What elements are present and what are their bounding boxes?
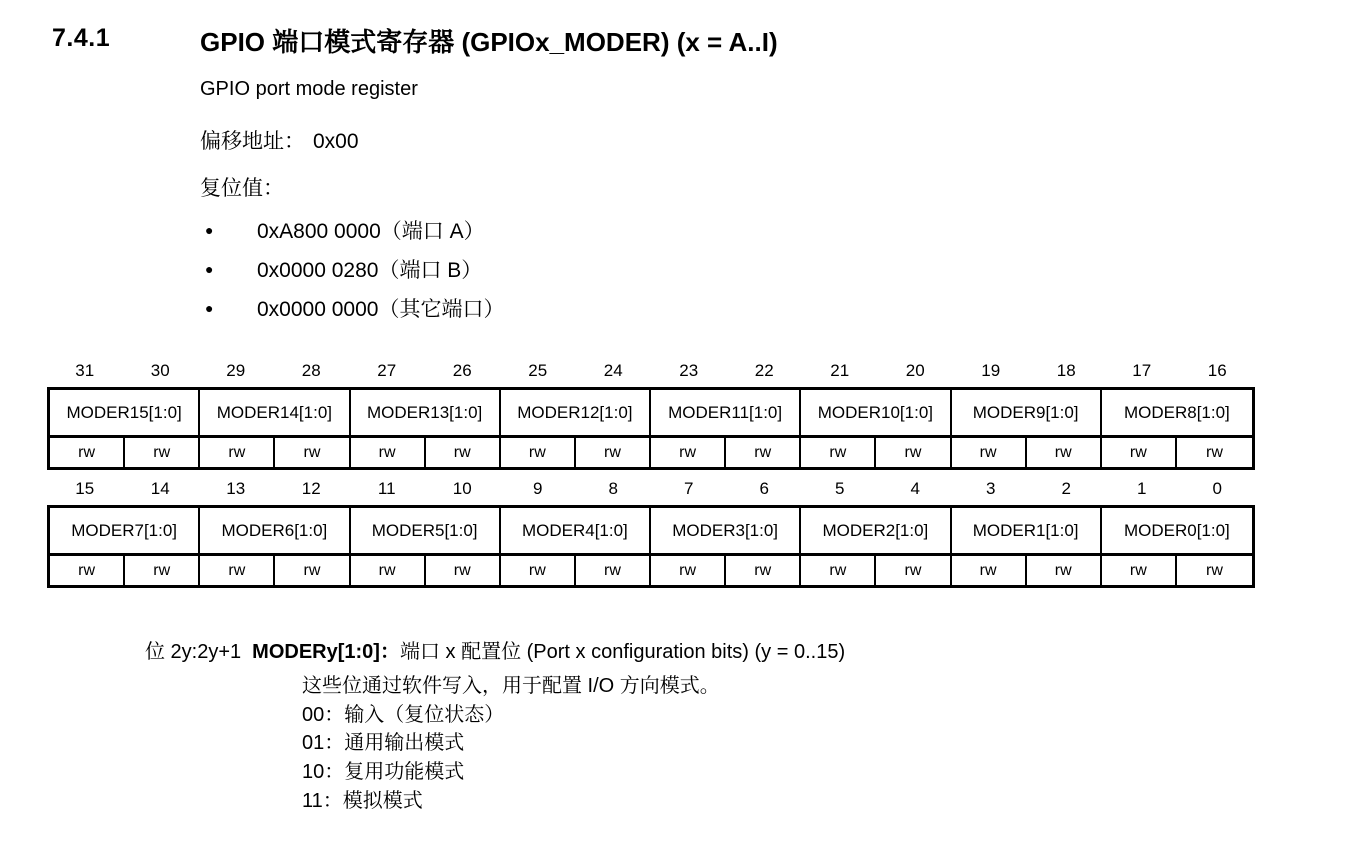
list-item (205, 249, 504, 288)
access-cell: rw (501, 556, 576, 585)
bit-number: 6 (759, 479, 769, 498)
bit-number: 14 (150, 479, 170, 498)
bit-number: 20 (905, 361, 925, 380)
bit-number: 5 (835, 479, 845, 498)
bit-number: 11 (377, 479, 396, 498)
access-cell: rw (801, 556, 876, 585)
reset-value-list (205, 210, 504, 327)
access-cell: rw (1205, 443, 1223, 461)
bit-description-body (145, 672, 1295, 816)
access-cell: rw (275, 556, 350, 585)
access-cell: rw (726, 556, 801, 585)
field-cell: MODER8[1:0] (1123, 402, 1230, 422)
access-cell: rw (576, 438, 651, 467)
reset-value-item: 0x0000 0280（端口 B） (257, 258, 483, 282)
access-cell: rw (651, 438, 726, 467)
access-cell: rw (501, 438, 576, 467)
access-cell: rw (726, 438, 801, 467)
access-cell: rw (50, 438, 125, 467)
bit-number: 23 (679, 361, 699, 380)
access-cell: rw (952, 556, 1027, 585)
bit-number: 17 (1132, 361, 1152, 380)
bit-number: 21 (830, 361, 850, 380)
field-cell: MODER0[1:0] (1123, 520, 1230, 540)
bit-number: 27 (377, 361, 397, 380)
access-cell: rw (1027, 556, 1102, 585)
bit-number: 19 (981, 361, 1001, 380)
access-cell: rw (125, 438, 200, 467)
access-cell: rw (351, 438, 426, 467)
bit-number: 22 (754, 361, 774, 380)
bit-number: 30 (150, 361, 170, 380)
access-row (47, 556, 1255, 588)
field-cell: MODER9[1:0] (952, 390, 1102, 435)
bit-number: 26 (452, 361, 472, 380)
bit-number: 15 (75, 479, 95, 498)
bullet-icon: ● (205, 260, 214, 277)
reset-value-item: 0xA800 0000（端口 A） (257, 219, 485, 243)
access-cell: rw (200, 438, 275, 467)
section-title: GPIO 端口模式寄存器 (GPIOx_MODER) (x = A..I) (200, 27, 778, 57)
bit-number-row (47, 360, 1255, 381)
access-cell: rw (952, 438, 1027, 467)
access-cell: rw (426, 556, 501, 585)
access-cell: rw (125, 556, 200, 585)
field-cell: MODER4[1:0] (501, 508, 651, 553)
bit-number: 4 (910, 479, 920, 498)
bullet-icon: ● (205, 299, 214, 316)
description-line: 11：模拟模式 (302, 789, 423, 812)
access-cell: rw (651, 556, 726, 585)
field-cell: MODER15[1:0] (50, 390, 200, 435)
access-cell: rw (801, 438, 876, 467)
field-cell: MODER13[1:0] (351, 390, 501, 435)
section-number: 7.4.1 (52, 24, 111, 52)
register-subtitle: GPIO port mode register (200, 78, 418, 100)
bit-number: 28 (301, 361, 321, 380)
offset-address-line (200, 125, 359, 155)
offset-address-label: 偏移地址： (200, 130, 305, 153)
access-cell: rw (275, 438, 350, 467)
bit-number: 10 (452, 479, 472, 498)
bit-number: 25 (528, 361, 548, 380)
bit-number: 1 (1137, 479, 1147, 498)
field-cell: MODER14[1:0] (200, 390, 350, 435)
bit-range: 位 2y:2y+1 (145, 641, 242, 663)
bit-number: 31 (75, 361, 95, 380)
register-table-low-bits (47, 478, 1255, 588)
list-item (205, 210, 504, 249)
bit-number: 2 (1061, 479, 1071, 498)
bit-number: 9 (533, 479, 543, 498)
bit-number: 13 (226, 479, 246, 498)
access-cell: rw (876, 438, 951, 467)
bit-description-header (145, 640, 1295, 665)
access-cell: rw (200, 556, 275, 585)
bit-number: 18 (1056, 361, 1076, 380)
description-line: 00：输入（复位状态） (302, 703, 505, 726)
reset-value-item: 0x0000 0000（其它端口） (257, 297, 505, 321)
list-item (205, 288, 504, 327)
description-line: 这些位通过软件写入，用于配置 I/O 方向模式。 (302, 675, 720, 697)
description-line: 01：通用输出模式 (302, 732, 465, 755)
field-row (47, 505, 1255, 556)
field-cell: MODER5[1:0] (351, 508, 501, 553)
field-cell: MODER11[1:0] (651, 390, 801, 435)
bit-number: 3 (986, 479, 996, 498)
field-cell: MODER10[1:0] (801, 390, 951, 435)
field-cell: MODER12[1:0] (501, 390, 651, 435)
bullet-icon: ● (205, 221, 214, 238)
bit-number: 29 (226, 361, 246, 380)
access-cell: rw (1102, 556, 1177, 585)
field-cell: MODER1[1:0] (952, 508, 1102, 553)
reset-value-label: 复位值： (200, 177, 284, 200)
access-row (47, 438, 1255, 470)
access-cell: rw (351, 556, 426, 585)
field-name: MODERy[1:0]： (252, 641, 400, 663)
field-row (47, 387, 1255, 438)
bit-number: 12 (301, 479, 321, 498)
bit-number: 8 (608, 479, 618, 498)
field-title: 端口 x 配置位 (Port x configuration bits) (y = 0..15) (399, 641, 846, 663)
field-cell: MODER3[1:0] (651, 508, 801, 553)
access-cell: rw (426, 438, 501, 467)
bit-number: 24 (603, 361, 623, 380)
register-table-high-bits (47, 360, 1255, 470)
bit-description (145, 640, 1295, 816)
bit-number: 16 (1207, 361, 1227, 380)
offset-address-value: 0x00 (313, 130, 359, 153)
bit-number: 7 (684, 479, 694, 498)
access-cell: rw (1027, 438, 1102, 467)
bit-number: 0 (1212, 479, 1222, 498)
access-cell: rw (876, 556, 951, 585)
access-cell: rw (1102, 438, 1177, 467)
bit-number-row (47, 478, 1255, 499)
access-cell: rw (50, 556, 125, 585)
access-cell: rw (1205, 561, 1223, 579)
field-cell: MODER6[1:0] (200, 508, 350, 553)
field-cell: MODER7[1:0] (50, 508, 200, 553)
field-cell: MODER2[1:0] (801, 508, 951, 553)
access-cell: rw (576, 556, 651, 585)
description-line: 10：复用功能模式 (302, 761, 465, 784)
